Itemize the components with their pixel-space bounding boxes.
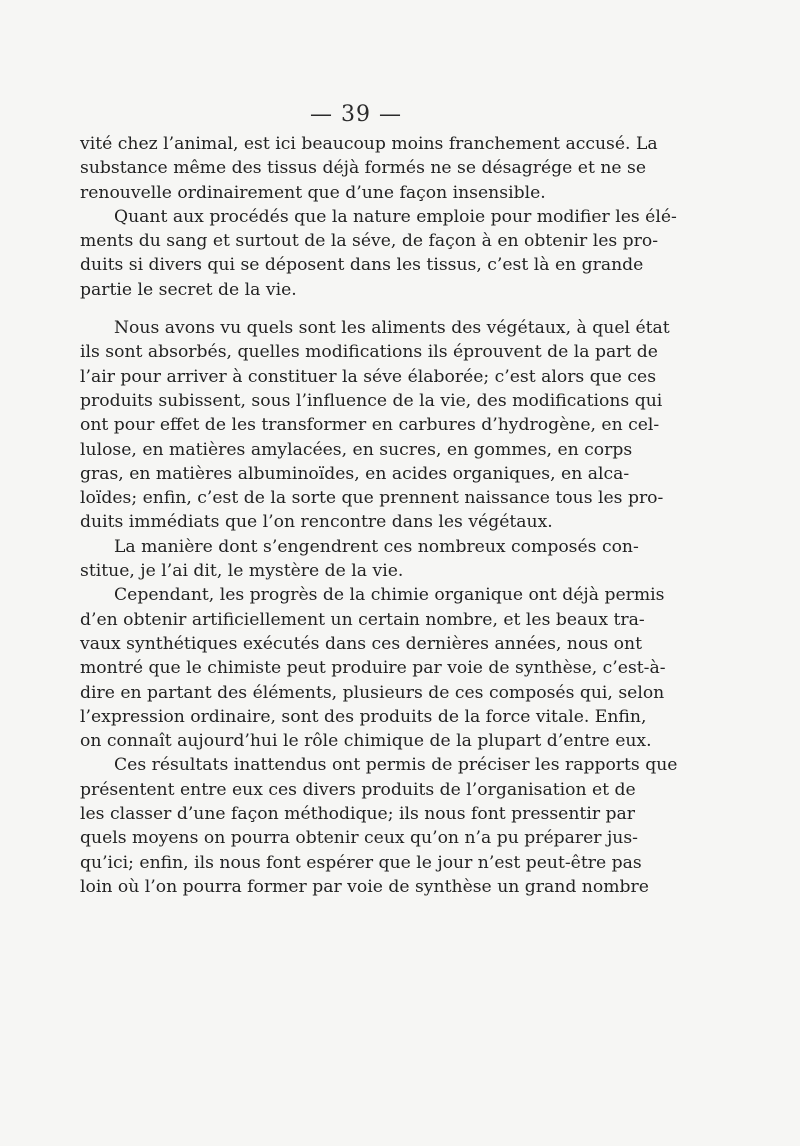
text-line: Ces résultats inattendus ont permis de préciser les rapports que bbox=[114, 755, 678, 776]
text-line: l’expression ordinaire, sont des produits de la force vitale. Enfin, bbox=[80, 706, 647, 727]
page-number: — 39 — bbox=[310, 102, 402, 127]
text-line: quels moyens on pourra obtenir ceux qu’on n’a pu préparer jus- bbox=[80, 828, 638, 849]
text-line: dire en partant des éléments, plusieurs de ces composés qui, selon bbox=[80, 682, 665, 703]
text-line: La manière dont s’engendrent ces nombreux composés con- bbox=[114, 536, 639, 557]
text-line: substance même des tissus déjà formés ne se désagrége et ne se bbox=[80, 158, 647, 179]
text-line: ont pour effet de les transformer en carbures d’hydrogène, en cel- bbox=[80, 415, 660, 436]
text-line: partie le secret de la vie. bbox=[80, 279, 297, 300]
text-line: d’en obtenir artificiellement un certain nombre, et les beaux tra- bbox=[80, 609, 645, 630]
text-line: duits immédiats que l’on rencontre dans les végétaux. bbox=[80, 512, 553, 533]
text-line: ils sont absorbés, quelles modifications ils éprouvent de la part de bbox=[80, 342, 658, 363]
text-line: Nous avons vu quels sont les aliments des végétaux, à quel état bbox=[114, 318, 670, 339]
text-line: présentent entre eux ces divers produits de l’organisation et de bbox=[80, 779, 636, 800]
text-line: l’air pour arriver à constituer la séve élaborée; c’est alors que ces bbox=[80, 366, 657, 387]
text-line: ments du sang et surtout de la séve, de façon à en obtenir les pro- bbox=[80, 231, 659, 252]
text-line: Quant aux procédés que la nature emploie pour modifier les élé- bbox=[114, 206, 677, 227]
text-line: les classer d’une façon méthodique; ils nous font pressentir par bbox=[80, 804, 635, 825]
text-line: stitue, je l’ai dit, le mystère de la vie. bbox=[80, 561, 404, 582]
text-line: duits si divers qui se déposent dans les tissus, c’est là en grande bbox=[80, 255, 644, 276]
text-line: renouvelle ordinairement que d’une façon insensible. bbox=[80, 182, 546, 203]
text-line: vité chez l’animal, est ici beaucoup moins franchement accusé. La bbox=[80, 134, 658, 154]
text-line: produits subissent, sous l’influence de la vie, des modifications qui bbox=[80, 390, 663, 411]
text-line: lulose, en matières amylacées, en sucres, en gommes, en corps bbox=[80, 439, 633, 460]
text-line: Cependant, les progrès de la chimie organique ont déjà permis bbox=[114, 585, 665, 606]
text-line: loin où l’on pourra former par voie de synthèse un grand nombre bbox=[80, 876, 649, 897]
text-line: montré que le chimiste peut produire par voie de synthèse, c’est-à- bbox=[80, 658, 666, 679]
text-line: qu’ici; enfin, ils nous font espérer que le jour n’est peut-être pas bbox=[80, 852, 642, 873]
body-text bbox=[80, 132, 678, 899]
text-line: vaux synthétiques exécutés dans ces dernières années, nous ont bbox=[80, 633, 643, 654]
text-line: on connaît aujourd’hui le rôle chimique de la plupart d’entre eux. bbox=[80, 731, 652, 752]
text-line: loïdes; enfin, c’est de la sorte que prennent naissance tous les pro- bbox=[80, 488, 664, 509]
text-line: gras, en matières albuminoïdes, en acides organiques, en alca- bbox=[80, 463, 630, 484]
